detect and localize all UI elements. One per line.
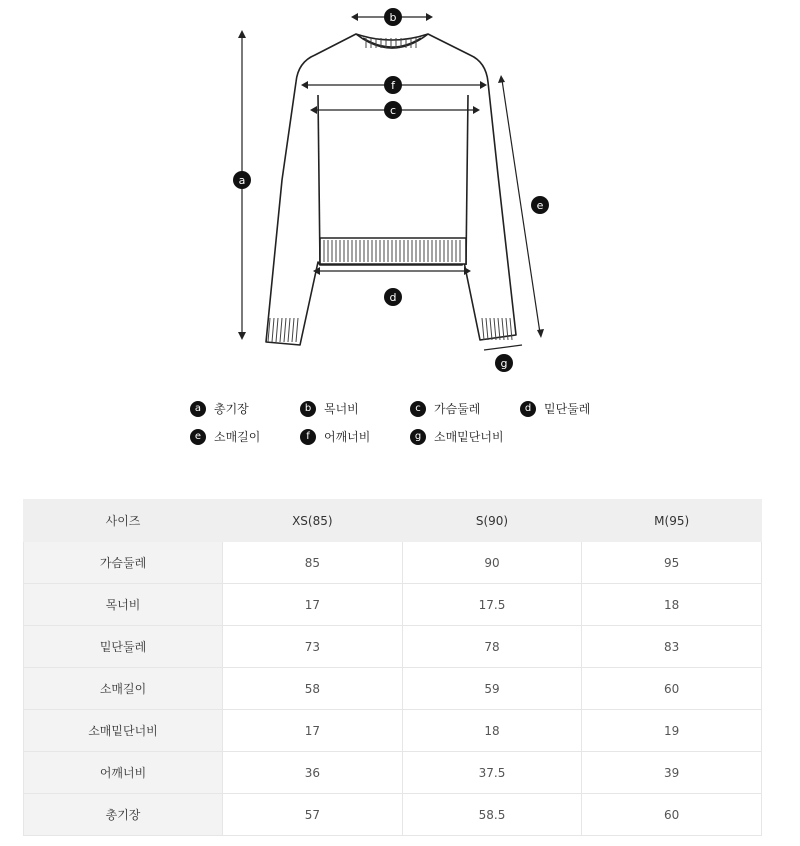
legend-badge: a (190, 401, 206, 417)
legend-item-a (190, 400, 249, 417)
marker-a (233, 171, 251, 189)
legend-badge: c (410, 401, 426, 417)
svg-text:f: f (391, 79, 395, 92)
marker-g (495, 354, 513, 372)
size-chart-table (23, 499, 762, 836)
legend-label: 소매길이 (214, 430, 261, 444)
legend-label: 총기장 (214, 402, 249, 416)
legend-label: 어깨너비 (324, 430, 371, 444)
table-cell: 73 (223, 626, 403, 668)
legend-label: 소매밑단너비 (434, 430, 504, 444)
svg-text:a: a (238, 174, 246, 187)
legend-item-b (300, 400, 359, 417)
legend-badge: f (300, 429, 316, 445)
table-cell: 37.5 (402, 752, 582, 794)
table-header-cell: XS(85) (223, 500, 403, 542)
legend-badge: b (300, 401, 316, 417)
row-label: 어깨너비 (24, 752, 223, 794)
legend-item-d (520, 400, 590, 417)
marker-d (384, 288, 402, 306)
table-cell: 58 (223, 668, 403, 710)
table-cell: 17 (223, 710, 403, 752)
legend-label: 목너비 (324, 402, 359, 416)
table-cell: 60 (582, 794, 762, 836)
table-cell: 59 (402, 668, 582, 710)
legend-item-f (300, 428, 370, 445)
table-cell: 19 (582, 710, 762, 752)
table-cell: 95 (582, 542, 762, 584)
marker-b (384, 8, 402, 26)
sweater-measurement-diagram (0, 0, 800, 380)
row-label: 가슴둘레 (24, 542, 223, 584)
table-cell: 39 (582, 752, 762, 794)
marker-c (384, 101, 402, 119)
table-row (24, 542, 762, 584)
table-cell: 57 (223, 794, 403, 836)
row-label: 총기장 (24, 794, 223, 836)
svg-text:b: b (389, 11, 397, 24)
row-label: 목너비 (24, 584, 223, 626)
table-cell: 83 (582, 626, 762, 668)
table-row (24, 668, 762, 710)
legend-badge: e (190, 429, 206, 445)
table-row (24, 626, 762, 668)
marker-f (384, 76, 402, 94)
table-row (24, 584, 762, 626)
marker-e (531, 196, 549, 214)
table-cell: 60 (582, 668, 762, 710)
table-cell: 17.5 (402, 584, 582, 626)
row-label: 소매밑단너비 (24, 710, 223, 752)
table-header-cell: S(90) (402, 500, 582, 542)
table-row (24, 794, 762, 836)
legend-badge: d (520, 401, 536, 417)
table-cell: 85 (223, 542, 403, 584)
legend-badge: g (410, 429, 426, 445)
table-header-cell: M(95) (582, 500, 762, 542)
table-cell: 36 (223, 752, 403, 794)
table-cell: 78 (402, 626, 582, 668)
table-header-row (24, 500, 762, 542)
table-cell: 90 (402, 542, 582, 584)
legend-item-e (190, 428, 260, 445)
table-cell: 17 (223, 584, 403, 626)
legend-item-c (410, 400, 480, 417)
table-cell: 18 (582, 584, 762, 626)
legend-label: 밑단둘레 (544, 402, 591, 416)
svg-text:g: g (500, 357, 508, 370)
row-label: 밑단둘레 (24, 626, 223, 668)
svg-text:e: e (536, 199, 544, 212)
table-cell: 18 (402, 710, 582, 752)
legend-item-g (410, 428, 504, 445)
svg-text:d: d (389, 291, 397, 304)
row-label: 소매길이 (24, 668, 223, 710)
svg-text:c: c (389, 104, 397, 117)
table-row (24, 752, 762, 794)
measurement-legend (190, 398, 630, 458)
legend-label: 가슴둘레 (434, 402, 481, 416)
table-cell: 58.5 (402, 794, 582, 836)
table-row (24, 710, 762, 752)
table-header-cell: 사이즈 (24, 500, 223, 542)
